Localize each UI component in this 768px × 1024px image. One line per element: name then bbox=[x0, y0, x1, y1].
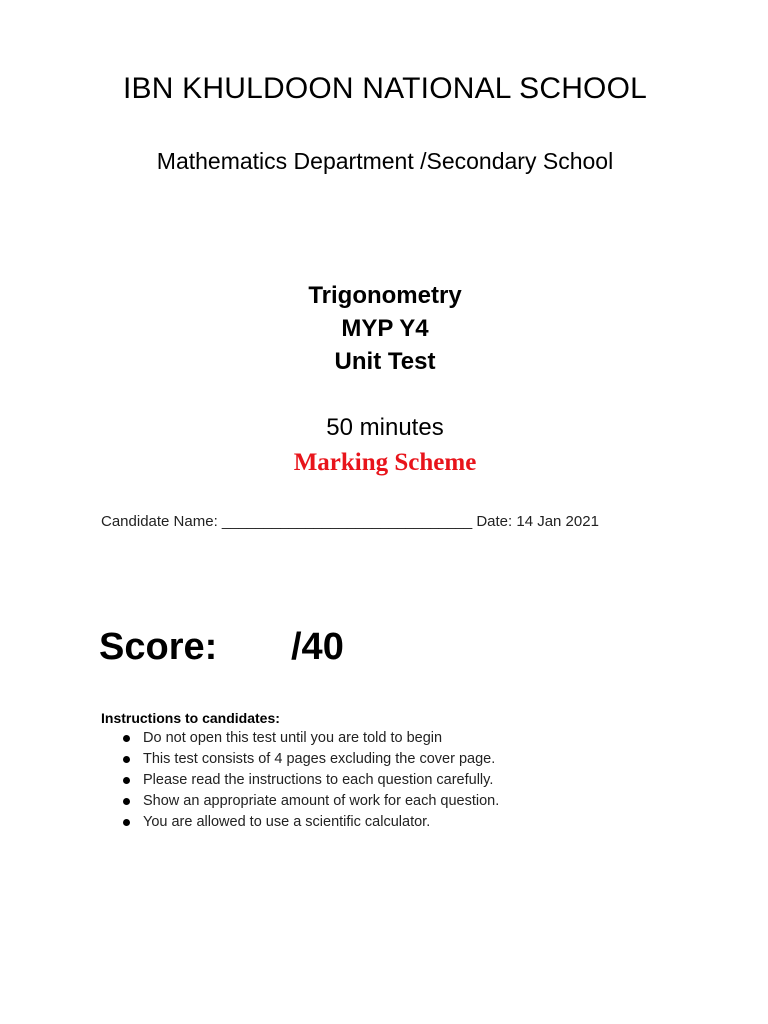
test-duration: 50 minutes bbox=[326, 414, 444, 441]
list-item bbox=[101, 791, 721, 812]
score-total: /40 bbox=[291, 626, 344, 668]
test-type: Unit Test bbox=[334, 348, 436, 375]
instruction-text: You are allowed to use a scientific calculator. bbox=[143, 814, 431, 830]
list-item bbox=[101, 812, 721, 833]
test-title-block bbox=[0, 279, 768, 378]
test-subject: Trigonometry bbox=[308, 282, 462, 309]
list-item bbox=[101, 770, 721, 791]
test-grade: MYP Y4 bbox=[341, 315, 429, 342]
instructions-section bbox=[101, 708, 721, 833]
department-name: Mathematics Department /Secondary School bbox=[156, 148, 614, 174]
score-line bbox=[99, 624, 344, 670]
bullet-icon bbox=[123, 777, 130, 784]
bullet-icon bbox=[123, 798, 130, 805]
school-name: IBN KHULDOON NATIONAL SCHOOL bbox=[122, 72, 648, 105]
bullet-icon bbox=[123, 735, 130, 742]
instruction-text: This test consists of 4 pages excluding the cover page. bbox=[143, 751, 496, 767]
instruction-text: Do not open this test until you are told to begin bbox=[143, 730, 443, 746]
instructions-list bbox=[101, 728, 721, 833]
score-label: Score: bbox=[99, 626, 218, 668]
instruction-text: Please read the instructions to each question carefully. bbox=[143, 772, 494, 788]
marking-scheme-label: Marking Scheme bbox=[293, 449, 477, 476]
list-item bbox=[101, 728, 721, 749]
instructions-heading: Instructions to candidates: bbox=[101, 710, 280, 726]
instruction-text: Show an appropriate amount of work for each question. bbox=[143, 793, 500, 809]
bullet-icon bbox=[123, 756, 130, 763]
list-item bbox=[101, 749, 721, 770]
candidate-name-date-line: Candidate Name: ______________________________ Date: 14 Jan 2021 bbox=[101, 513, 599, 530]
bullet-icon bbox=[123, 819, 130, 826]
